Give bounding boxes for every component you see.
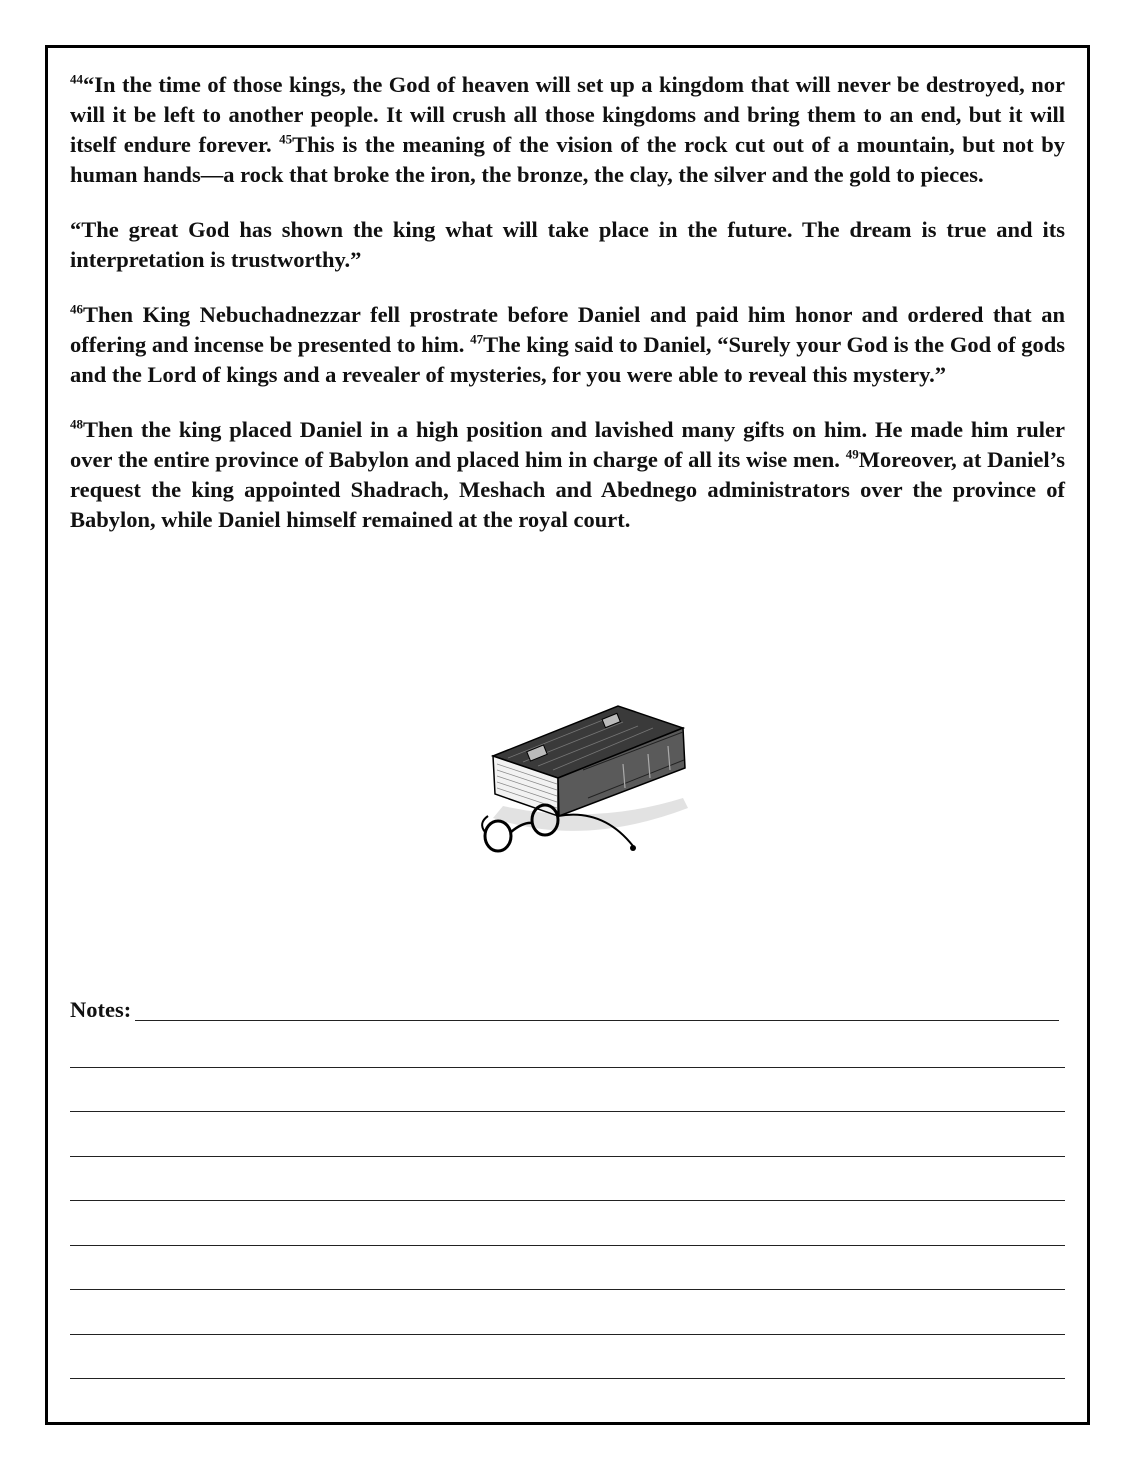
notes-section xyxy=(70,993,1065,1379)
book-and-spectacles-illustration xyxy=(473,698,698,858)
notes-label: Notes: xyxy=(70,997,132,1022)
verse-number: 45 xyxy=(279,131,293,147)
notes-line[interactable] xyxy=(70,1335,1065,1380)
verse-text: This is the meaning of the vision of the rock cut out of a mountain, but not by human hands—a rock that broke the iron, the bronze, the clay, the silver and the gold to pieces. xyxy=(70,132,1065,187)
notes-line[interactable] xyxy=(135,1020,1059,1021)
page-frame xyxy=(45,45,1090,1425)
notes-line[interactable] xyxy=(70,1068,1065,1113)
verse-text: The king said to Daniel, “Surely your God is the God of gods and the Lord of kings and a revealer of mysteries, for you were able to reveal this mystery.” xyxy=(70,332,1066,387)
verse-text: Moreover, at Daniel’s request the king appointed Shadrach, Meshach and Abednego administrators over the province of Babylon, while Daniel himself remained at the royal court. xyxy=(70,447,1066,532)
notes-line[interactable] xyxy=(70,1201,1065,1246)
verse-number: 47 xyxy=(470,331,484,347)
notes-line[interactable] xyxy=(70,1157,1065,1202)
notes-line[interactable] xyxy=(70,1290,1065,1335)
verse-number: 48 xyxy=(70,416,83,432)
verse-text: “In the time of those kings, the God of heaven will set up a kingdom that will never be destroyed, nor will it be left to another people. It will crush all those kingdoms and bring them to an end, but it will itself endure forever. xyxy=(70,72,1065,157)
notes-line[interactable] xyxy=(70,1246,1065,1291)
passage-text xyxy=(70,70,1065,560)
paragraph-3 xyxy=(70,300,1065,390)
verse-text: “The great God has shown the king what will take place in the future. The dream is true and its interpretation is trustworthy.” xyxy=(70,217,1065,272)
paragraph-1 xyxy=(70,70,1065,190)
notes-line[interactable] xyxy=(70,1112,1065,1157)
verse-number: 44 xyxy=(70,71,83,87)
paragraph-2 xyxy=(70,215,1065,275)
paragraph-4 xyxy=(70,415,1065,535)
notes-first-row xyxy=(70,993,1065,1023)
verse-text: Then King Nebuchadnezzar fell prostrate before Daniel and paid him honor and ordered that an offering and incense be presented to him. xyxy=(70,302,1065,357)
verse-number: 49 xyxy=(845,446,859,462)
verse-number: 46 xyxy=(70,301,83,317)
verse-text: Then the king placed Daniel in a high position and lavished many gifts on him. He made him ruler over the entire province of Babylon and placed him in charge of all its wise men. xyxy=(70,417,1065,472)
notes-line[interactable] xyxy=(70,1023,1065,1068)
